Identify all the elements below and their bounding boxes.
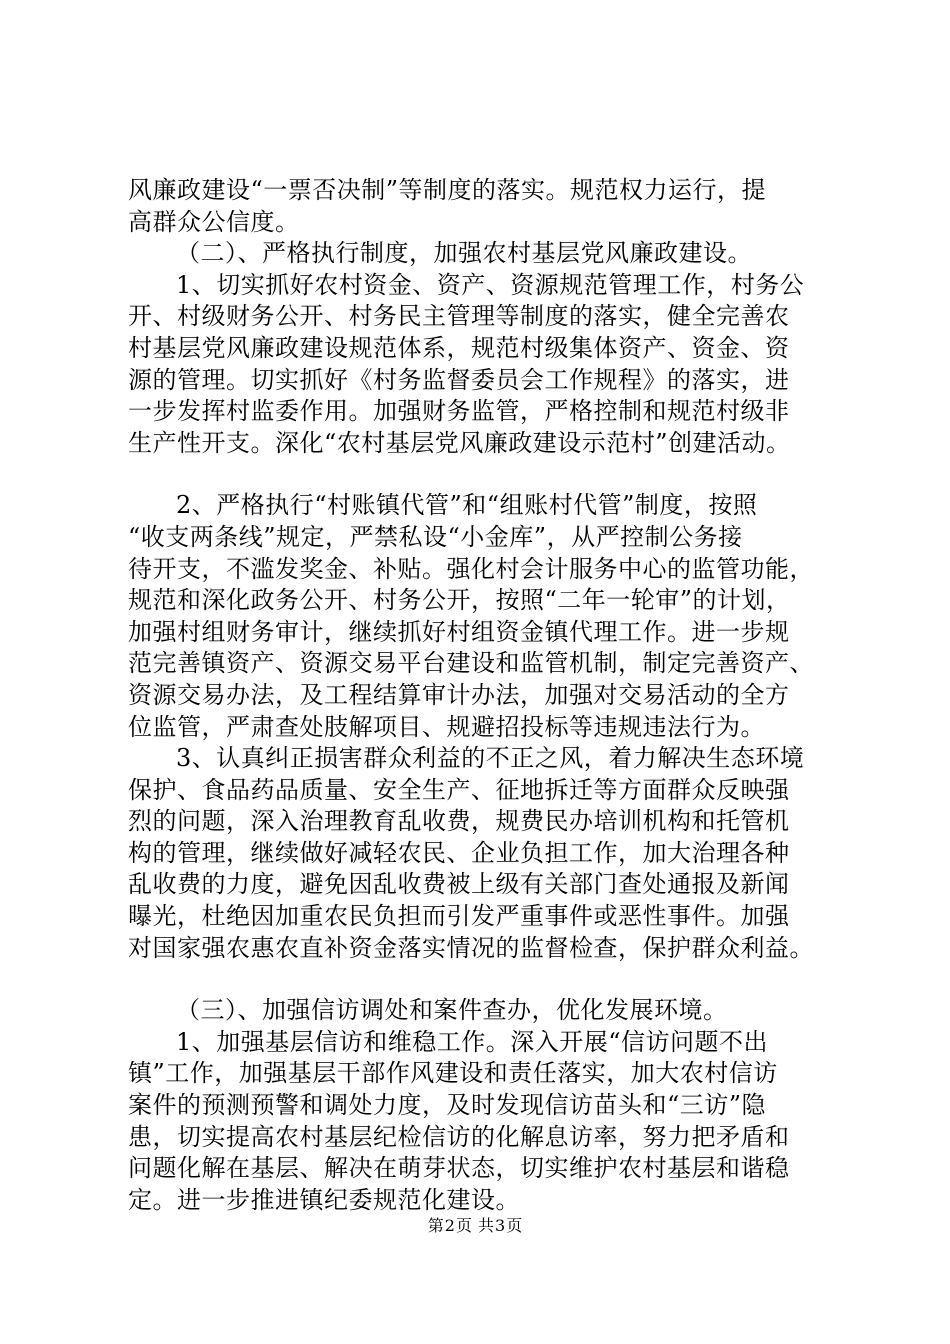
paragraph-gap	[128, 964, 833, 995]
text-line: 曝光，杜绝因加重农民负担而引发严重事件或恶性事件。加强	[128, 902, 790, 931]
text-line: 镇”工作，加强基层干部作风建设和责任落实，加大农村信访	[128, 1059, 778, 1088]
text-line: 2、严格执行“村账镇代管”和“组账村代管”制度，按照	[176, 491, 758, 520]
paragraph	[128, 995, 833, 1027]
text-line: 患，切实提高农村基层纪检信访的化解息访率，努力把矛盾和	[128, 1122, 790, 1151]
text-line: 问题化解在基层、解决在萌芽状态，切实维护农村基层和谐稳	[128, 1154, 790, 1183]
document-body	[128, 175, 833, 1216]
text-line: 烈的问题，深入治理教育乱收费，规费民办培训机构和托管机	[128, 807, 790, 836]
text-line: 规范和深化政务公开、村务公开，按照“二年一轮审”的计划，	[128, 586, 791, 615]
paragraph	[128, 238, 833, 270]
footer-page-word: 页	[455, 1216, 472, 1235]
text-line: 1、加强基层信访和维稳工作。深入开展“信访问题不出	[176, 1027, 769, 1056]
text-line: 源的管理。切实抓好《村务监督委员会工作规程》的落实，进	[128, 365, 790, 394]
page-footer	[0, 1216, 950, 1236]
text-line: 生产性开支。深化“农村基层党风廉政建设示范村”创建活动。	[128, 428, 791, 457]
text-line: 加强村组财务审计，继续抓好村组资金镇代理工作。进一步规	[128, 617, 790, 646]
current-page-number: 2	[444, 1216, 455, 1235]
text-line: 3、认真纠正损害群众利益的不正之风，着力解决生态环境	[176, 744, 805, 773]
text-line: 保护、食品药品质量、安全生产、征地拆迁等方面群众反映强	[128, 775, 790, 804]
text-line: “收支两条线”规定，严禁私设“小金库”，从严控制公务接	[128, 522, 743, 551]
text-line: 资源交易办法，及工程结算审计办法，加强对交易活动的全方	[128, 680, 790, 709]
text-line: 一步发挥村监委作用。加强财务监管，严格控制和规范村级非	[128, 397, 790, 426]
text-line: 1、切实抓好农村资金、资产、资源规范管理工作，村务公	[176, 270, 805, 299]
text-line: 乱收费的力度，避免因乱收费被上级有关部门查处通报及新闻	[128, 870, 790, 899]
paragraph	[128, 490, 833, 743]
text-line: （三）、加强信访调处和案件查办，优化发展环境。	[176, 996, 728, 1025]
paragraph	[128, 743, 833, 964]
paragraph	[128, 175, 833, 238]
text-line: 位监管，严肃查处肢解项目、规避招投标等违规违法行为。	[128, 712, 765, 741]
text-line: （二）、严格执行制度，加强农村基层党风廉政建设。	[176, 239, 752, 268]
text-line: 对国家强农惠农直补资金落实情况的监督检查，保护群众利益。	[128, 933, 814, 962]
text-line: 待开支，不滥发奖金、补贴。强化村会计服务中心的监管功能，	[128, 554, 814, 583]
text-line: 开、村级财务公开、村务民主管理等制度的落实，健全完善农	[128, 302, 790, 331]
footer-total-prefix: 共	[478, 1216, 495, 1235]
footer-total-suffix: 页	[506, 1216, 523, 1235]
text-line: 案件的预测预警和调处力度，及时发现信访苗头和“三访”隐	[128, 1091, 767, 1120]
paragraph	[128, 1027, 833, 1217]
text-line: 风廉政建设“一票否决制”等制度的落实。规范权力运行，提	[128, 176, 767, 204]
total-page-number: 3	[495, 1216, 506, 1235]
text-line: 范完善镇资产、资源交易平台建设和监管机制，制定完善资产、	[128, 649, 814, 678]
text-line: 定。进一步推进镇纪委规范化建设。	[128, 1185, 520, 1214]
paragraph-gap	[128, 459, 833, 490]
text-line: 村基层党风廉政建设规范体系，规范村级集体资产、资金、资	[128, 333, 790, 362]
text-line: 高群众公信度。	[128, 207, 300, 236]
text-line: 构的管理，继续做好减轻农民、企业负担工作，加大治理各种	[128, 838, 790, 867]
paragraph	[128, 270, 833, 460]
footer-prefix: 第	[427, 1216, 444, 1235]
